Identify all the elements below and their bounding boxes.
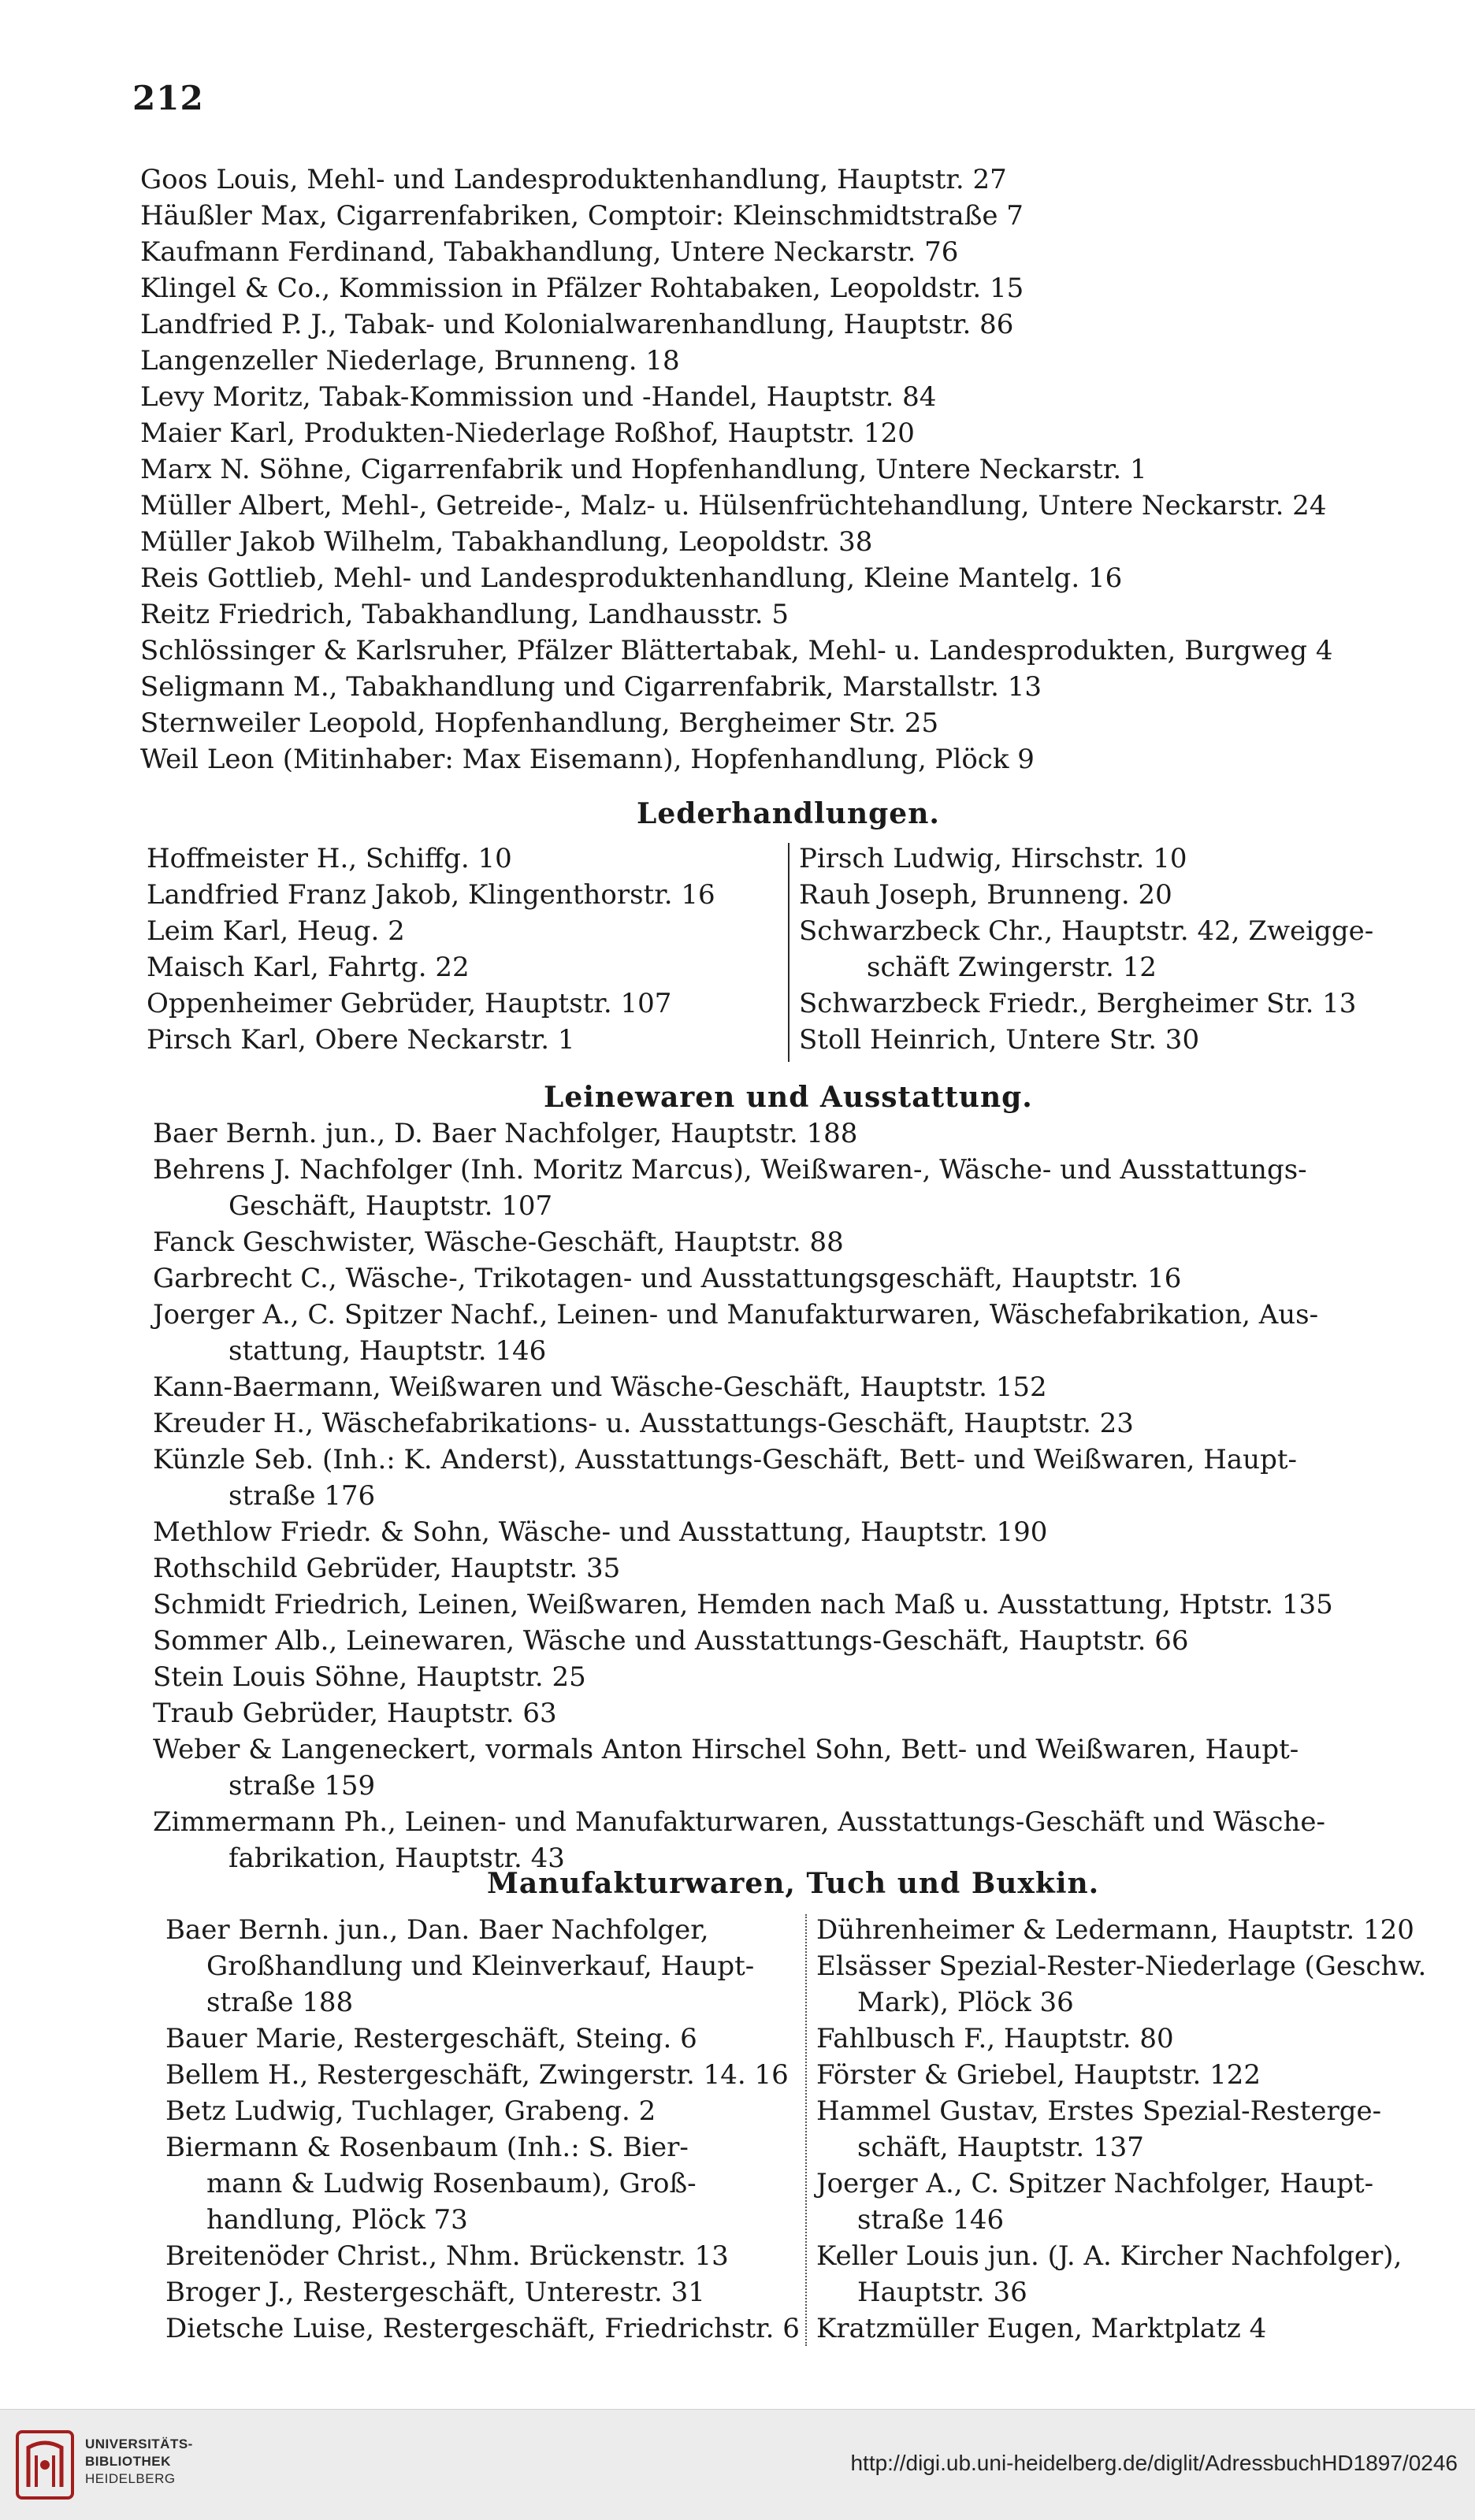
- list-entry: Maisch Karl, Fahrtg. 22: [147, 952, 470, 983]
- list-entry: Betz Ludwig, Tuchlager, Grabeng. 2: [165, 2095, 656, 2127]
- list-entry: Kann-Baermann, Weißwaren und Wäsche-Geschäft, Hauptstr. 152: [153, 1371, 1047, 1403]
- list-entry: Häußler Max, Cigarrenfabriken, Comptoir: Kleinschmidtstraße 7: [140, 200, 1024, 232]
- list-entry: Garbrecht C., Wäsche-, Trikotagen- und Ausstattungsgeschäft, Hauptstr. 16: [153, 1263, 1182, 1294]
- list-entry: Sternweiler Leopold, Hopfenhandlung, Bergheimer Str. 25: [140, 707, 939, 739]
- list-entry: Künzle Seb. (Inh.: K. Anderst), Ausstattungs-Geschäft, Bett- und Weißwaren, Haupt-: [153, 1444, 1297, 1475]
- list-entry: Biermann & Rosenbaum (Inh.: S. Bier-: [165, 2132, 689, 2163]
- list-entry: Hoffmeister H., Schiffg. 10: [147, 843, 512, 874]
- university-library-logo-icon[interactable]: [14, 2424, 76, 2506]
- list-entry-continuation: straße 188: [206, 1987, 354, 2018]
- list-entry: Breitenöder Christ., Nhm. Brückenstr. 13: [165, 2240, 729, 2272]
- list-entry: Kratzmüller Eugen, Marktplatz 4: [816, 2313, 1267, 2344]
- column-divider: [805, 1914, 808, 2346]
- list-entry: Hammel Gustav, Erstes Spezial-Resterge-: [816, 2095, 1382, 2127]
- list-entry: Klingel & Co., Kommission in Pfälzer Rohtabaken, Leopoldstr. 15: [140, 273, 1024, 304]
- list-entry: Fahlbusch F., Hauptstr. 80: [816, 2023, 1174, 2054]
- list-entry: Oppenheimer Gebrüder, Hauptstr. 107: [147, 988, 672, 1019]
- list-entry: Landfried P. J., Tabak- und Kolonialwarenhandlung, Hauptstr. 86: [140, 309, 1014, 340]
- list-entry-continuation: straße 146: [857, 2204, 1005, 2236]
- list-entry: Schwarzbeck Chr., Hauptstr. 42, Zweigge-: [799, 915, 1374, 947]
- list-entry: Dietsche Luise, Restergeschäft, Friedrichstr. 6: [165, 2313, 800, 2344]
- list-entry: Schwarzbeck Friedr., Bergheimer Str. 13: [799, 988, 1357, 1019]
- section-heading-leinewaren: Leinewaren und Ausstattung.: [544, 1081, 1033, 1114]
- section-heading-manufakturwaren: Manufakturwaren, Tuch und Buxkin.: [487, 1867, 1100, 1900]
- list-entry: Leim Karl, Heug. 2: [147, 915, 405, 947]
- section-heading-lederhandlungen: Lederhandlungen.: [637, 797, 940, 830]
- list-entry: Weil Leon (Mitinhaber: Max Eisemann), Hopfenhandlung, Plöck 9: [140, 744, 1035, 775]
- list-entry: Joerger A., C. Spitzer Nachf., Leinen- und Manufakturwaren, Wäschefabrikation, Aus-: [153, 1299, 1319, 1331]
- source-url-link[interactable]: http://digi.ub.uni-heidelberg.de/diglit/AdressbuchHD1897/0246: [850, 2451, 1458, 2475]
- list-entry: Langenzeller Niederlage, Brunneng. 18: [140, 345, 680, 377]
- list-entry: Traub Gebrüder, Hauptstr. 63: [153, 1698, 557, 1729]
- list-entry-continuation: Mark), Plöck 36: [857, 1987, 1074, 2018]
- list-entry: Broger J., Restergeschäft, Unterestr. 31: [165, 2277, 705, 2308]
- list-entry: Müller Jakob Wilhelm, Tabakhandlung, Leopoldstr. 38: [140, 526, 873, 558]
- page-number: 212: [132, 79, 204, 117]
- list-entry-continuation: schäft, Hauptstr. 137: [857, 2132, 1144, 2163]
- logo-text-line2: BIBLIOTHEK: [85, 2454, 171, 2469]
- list-entry: Methlow Friedr. & Sohn, Wäsche- und Ausstattung, Hauptstr. 190: [153, 1516, 1048, 1548]
- list-entry: Joerger A., C. Spitzer Nachfolger, Haupt-: [816, 2168, 1374, 2199]
- list-entry: Fanck Geschwister, Wäsche-Geschäft, Hauptstr. 88: [153, 1227, 844, 1258]
- list-entry-continuation: straße 176: [228, 1480, 376, 1512]
- list-entry: Schlössinger & Karlsruher, Pfälzer Blättertabak, Mehl- u. Landesprodukten, Burgweg 4: [140, 635, 1333, 666]
- list-entry: Baer Bernh. jun., D. Baer Nachfolger, Hauptstr. 188: [153, 1118, 858, 1149]
- list-entry: Pirsch Karl, Obere Neckarstr. 1: [147, 1024, 575, 1056]
- list-entry: Baer Bernh. jun., Dan. Baer Nachfolger,: [165, 1914, 709, 1946]
- list-entry: Keller Louis jun. (J. A. Kircher Nachfolger),: [816, 2240, 1403, 2272]
- list-entry: Stein Louis Söhne, Hauptstr. 25: [153, 1661, 586, 1693]
- list-entry: Kaufmann Ferdinand, Tabakhandlung, Untere Neckarstr. 76: [140, 236, 959, 268]
- list-entry: schäft Zwingerstr. 12: [867, 952, 1157, 983]
- list-entry: Weber & Langeneckert, vormals Anton Hirschel Sohn, Bett- und Weißwaren, Haupt-: [153, 1734, 1299, 1765]
- list-entry: Bauer Marie, Restergeschäft, Steing. 6: [165, 2023, 697, 2054]
- list-entry: Sommer Alb., Leinewaren, Wäsche und Ausstattungs-Geschäft, Hauptstr. 66: [153, 1625, 1189, 1657]
- list-entry: Bellem H., Restergeschäft, Zwingerstr. 14. 16: [165, 2059, 789, 2091]
- list-entry-continuation: fabrikation, Hauptstr. 43: [228, 1843, 565, 1874]
- list-entry-continuation: Geschäft, Hauptstr. 107: [228, 1190, 553, 1222]
- list-entry: Maier Karl, Produkten-Niederlage Roßhof, Hauptstr. 120: [140, 418, 915, 449]
- logo-text-line1: UNIVERSITÄTS-: [85, 2436, 193, 2451]
- list-entry: Elsässer Spezial-Rester-Niederlage (Geschw.: [816, 1950, 1427, 1982]
- list-entry-continuation: straße 159: [228, 1770, 376, 1802]
- list-entry: Landfried Franz Jakob, Klingenthorstr. 16: [147, 879, 715, 911]
- list-entry: Levy Moritz, Tabak-Kommission und -Handel, Hauptstr. 84: [140, 381, 937, 413]
- list-entry: Reis Gottlieb, Mehl- und Landesproduktenhandlung, Kleine Mantelg. 16: [140, 562, 1123, 594]
- list-entry: Behrens J. Nachfolger (Inh. Moritz Marcus), Weißwaren-, Wäsche- und Ausstattungs-: [153, 1154, 1307, 1186]
- list-entry-continuation: Großhandlung und Kleinverkauf, Haupt-: [206, 1950, 755, 1982]
- list-entry: Pirsch Ludwig, Hirschstr. 10: [799, 843, 1187, 874]
- list-entry: Rothschild Gebrüder, Hauptstr. 35: [153, 1553, 621, 1584]
- list-entry: Seligmann M., Tabakhandlung und Cigarrenfabrik, Marstallstr. 13: [140, 671, 1042, 703]
- list-entry-continuation: handlung, Plöck 73: [206, 2204, 468, 2236]
- footer-bar: [0, 2409, 1475, 2520]
- logo-text-line3: HEIDELBERG: [85, 2471, 176, 2486]
- list-entry: Förster & Griebel, Hauptstr. 122: [816, 2059, 1261, 2091]
- list-entry: Schmidt Friedrich, Leinen, Weißwaren, Hemden nach Maß u. Ausstattung, Hptstr. 135: [153, 1589, 1333, 1620]
- column-divider: [788, 843, 790, 1062]
- list-entry: Stoll Heinrich, Untere Str. 30: [799, 1024, 1200, 1056]
- list-entry: Müller Albert, Mehl-, Getreide-, Malz- u. Hülsenfrüchtehandlung, Untere Neckarstr. 24: [140, 490, 1327, 521]
- list-entry: Dührenheimer & Ledermann, Hauptstr. 120: [816, 1914, 1414, 1946]
- list-entry: Goos Louis, Mehl- und Landesproduktenhandlung, Hauptstr. 27: [140, 164, 1007, 195]
- list-entry: Marx N. Söhne, Cigarrenfabrik und Hopfenhandlung, Untere Neckarstr. 1: [140, 454, 1147, 485]
- list-entry-continuation: mann & Ludwig Rosenbaum), Groß-: [206, 2168, 697, 2199]
- list-entry: Reitz Friedrich, Tabakhandlung, Landhausstr. 5: [140, 599, 789, 630]
- list-entry-continuation: Hauptstr. 36: [857, 2277, 1027, 2308]
- list-entry: Zimmermann Ph., Leinen- und Manufakturwaren, Ausstattungs-Geschäft und Wäsche-: [153, 1806, 1325, 1838]
- list-entry-continuation: stattung, Hauptstr. 146: [228, 1335, 547, 1367]
- list-entry: Kreuder H., Wäschefabrikations- u. Ausstattungs-Geschäft, Hauptstr. 23: [153, 1408, 1134, 1439]
- list-entry: Rauh Joseph, Brunneng. 20: [799, 879, 1172, 911]
